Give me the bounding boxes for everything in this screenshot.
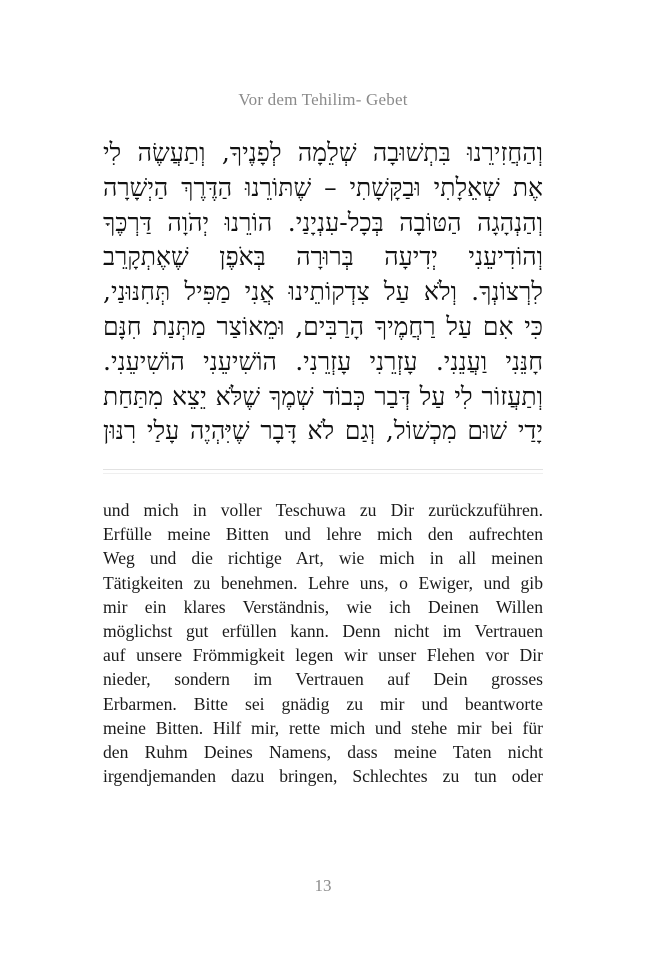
- hebrew-line: וְהוֹדִיעֵנִי יְדִיעָה בְּרוּרָה בְּאֹפֶן שֶׁאֶתְקָרֵב: [103, 242, 543, 272]
- section-divider: [103, 469, 543, 470]
- hebrew-line: וְהַנְהָגָה הַטּוֹבָה בְּכָל-עִנְיָנַי. הוֹרֵנוּ יְהֹוָה דַּרְכֶּךָ: [103, 207, 543, 237]
- hebrew-line: חָנֵּנִי וַעֲנֵנִי. עָזְרֵנִי עָזְרֵנִי. הוֹשִׁיעֵנִי הוֹשִׁיעֵנִי.: [103, 346, 543, 376]
- german-line: und mich in voller Teschuwa zu Dir zurückzuführen.: [103, 500, 543, 520]
- german-line: irgendjemanden dazu bringen, Schlechtes zu tun oder: [103, 766, 543, 787]
- running-header: Vor dem Tehilim- Gebet: [238, 90, 408, 109]
- hebrew-line: כִּי אִם עַל רַחֲמֶיךָ הָרַבִּים, וּמֵאוֹצַר מַתְּנַת חִנָּם: [103, 311, 543, 341]
- german-line: Weg und die richtige Art, wie mich in all meinen: [103, 548, 543, 569]
- german-line: meine Bitten. Hilf mir, rette mich und stehe mir bei für: [103, 717, 543, 738]
- german-line: Erfülle meine Bitten und lehre mich den aufrechten: [103, 524, 543, 545]
- german-line: Erbarmen. Bitte sei gnädig zu mir und beantworte: [103, 693, 543, 714]
- hebrew-line: אֶת שְׁאֵלָתִי וּבַקָּשָׁתִי – שֶׁתּוֹרֵנוּ הַדֶּרֶךְ הַיְשָׁרָה: [103, 172, 543, 202]
- german-line: Tätigkeiten zu benehmen. Lehre uns, o Ewiger, und gib: [103, 572, 543, 593]
- german-line: auf unsere Frömmigkeit legen wir unser Flehen vor Dir: [103, 645, 543, 666]
- hebrew-line: וְהַחֲזִירֵנוּ בִּתְשׁוּבָה שְׁלֵמָה לְפָנֶיךָ, וְתַעֲשֶׂה לִי: [103, 138, 543, 167]
- german-translation-block: [103, 498, 543, 788]
- german-line: möglichst gut erfüllen kann. Denn nicht im Vertrauen: [103, 621, 543, 642]
- hebrew-line: לִרְצוֹנְךָ. וְלֹא עַל צִדְקוֹתֵינוּ אֲנִי מַפִּיל תְּחִנּוּנַי,: [103, 277, 543, 307]
- page-number: 13: [314, 876, 332, 895]
- hebrew-text-block: [103, 136, 543, 449]
- hebrew-line: וְתַעֲזוֹר לִי עַל דְּבַר כְּבוֹד שְׁמֶךָ שֶׁלֹּא יֵצֵא מִתַּחַת: [103, 381, 543, 411]
- hebrew-line: יָדַי שׁוּם מִכְשׁוֹל, וְגַם לֹא דָּבָר שֶׁיִּהְיֶה עָלַי רִנּוּן: [103, 416, 543, 446]
- german-line: den Ruhm Deines Namens, dass meine Taten nicht: [103, 742, 543, 763]
- section-divider-shadow: [103, 473, 543, 474]
- german-line: mir ein klares Verständnis, wie ich Deinen Willen: [103, 596, 543, 617]
- german-line: nieder, sondern im Vertrauen auf Dein grosses: [103, 669, 543, 690]
